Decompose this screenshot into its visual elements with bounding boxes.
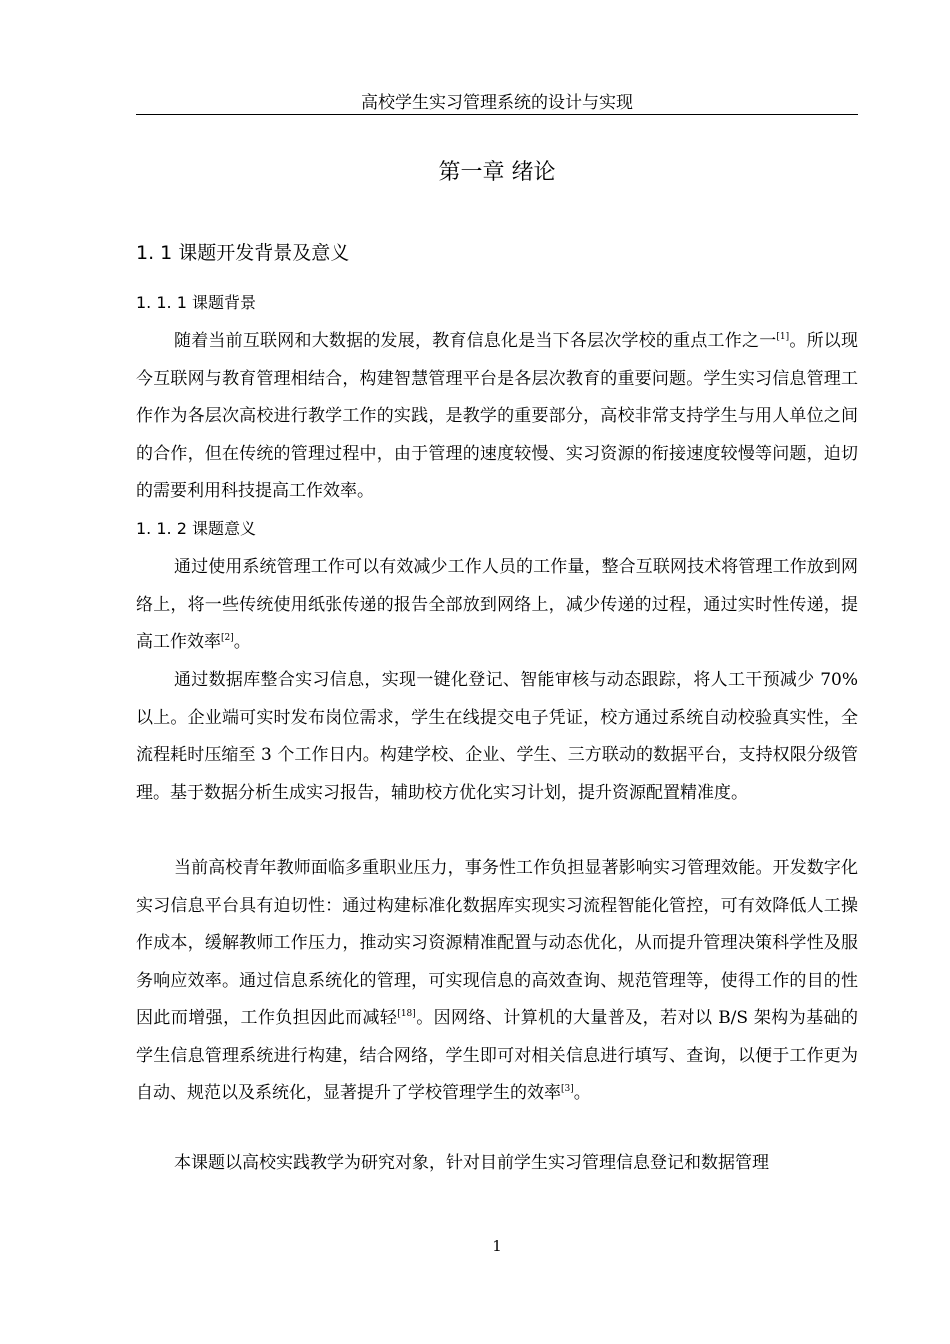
- header-divider: [136, 114, 858, 115]
- paragraph-text: 当前高校青年教师面临多重职业压力，事务性工作负担显著影响实习管理效能。开发数字化实习信息平台具有迫切性：通过构建标准化数据库实现实习流程智能化管控，可有效降低人工操作成本，缓解教师工作压力，推动实习资源精准配置与动态优化，从而提升管理决策科学性及服务响应效率。通过信息系统化的管理，可实现信息的高效查询、规范管理等，使得工作的目的性因此而增强，工作负担因此而减轻: [136, 858, 858, 1028]
- paragraph-text: 。: [573, 1083, 591, 1103]
- paragraph-significance-3: [136, 850, 858, 1113]
- running-header: 高校学生实习管理系统的设计与实现: [361, 93, 633, 113]
- paragraph-text: 。所以现今互联网与教育管理相结合，构建智慧管理平台是各层次教育的重要问题。学生实习信息管理工作作为各层次高校进行教学工作的实践，是教学的重要部分，高校非常支持学生与用人单位之间的合作，但在传统的管理过程中，由于管理的速度较慢、实习资源的衔接速度较慢等问题，迫切的需要利用科技提高工作效率。: [136, 331, 859, 501]
- paragraph-significance-1: [136, 549, 858, 662]
- paragraph-text: 通过使用系统管理工作可以有效减少工作人员的工作量，整合互联网技术将管理工作放到网络上，将一些传统使用纸张传递的报告全部放到网络上，减少传递的过程，通过实时性传递，提高工作效率: [136, 557, 858, 652]
- citation-ref: [18]: [397, 1009, 416, 1019]
- page-number: 1: [492, 1237, 502, 1255]
- section-heading-1-1: 1. 1 课题开发背景及意义: [136, 242, 350, 264]
- citation-ref: [3]: [561, 1084, 574, 1094]
- paragraph-text: 。: [233, 632, 251, 652]
- paragraph-significance-4: 本课题以高校实践教学为研究对象，针对目前学生实习管理信息登记和数据管理: [174, 1153, 769, 1173]
- paragraph-significance-2: 通过数据库整合实习信息，实现一键化登记、智能审核与动态跟踪，将人工干预减少 70%以上。企业端可实时发布岗位需求，学生在线提交电子凭证，校方通过系统自动校验真实性，全流程耗时压缩至 3 个工作日内。构建学校、企业、学生、三方联动的数据平台，支持权限分级管理。基于数据分析生成实习报告，辅助校方优化实习计划，提升资源配置精准度。: [136, 670, 858, 803]
- subsection-heading-1-1-2: 1. 1. 2 课题意义: [136, 519, 256, 538]
- subsection-heading-1-1-1: 1. 1. 1 课题背景: [136, 293, 256, 312]
- citation-ref: [2]: [221, 633, 234, 643]
- chapter-title: 第一章 绪论: [438, 160, 556, 185]
- paragraph-text: 。因网络、计算机的大量普及，若对以 B/S 架构为基础的学生信息管理系统进行构建，结合网络，学生即可对相关信息进行填写、查询，以便于工作更为自动、规范以及系统化，显著提升了学校管理学生的效率: [136, 1008, 858, 1103]
- citation-ref: [1]: [776, 332, 790, 342]
- paragraph-text: 随着当前互联网和大数据的发展，教育信息化是当下各层次学校的重点工作之一: [174, 331, 777, 351]
- paragraph-background: [136, 323, 858, 511]
